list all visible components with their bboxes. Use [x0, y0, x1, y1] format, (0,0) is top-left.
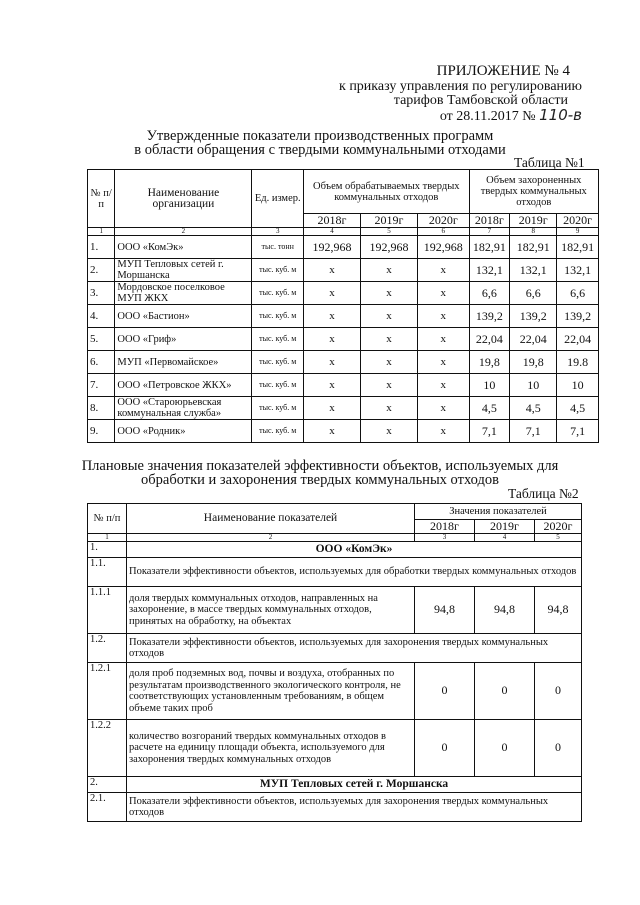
t1-col-number: 6 — [418, 228, 470, 236]
t1-value: 139,2 — [469, 305, 510, 328]
t1-value: х — [418, 351, 470, 374]
t2-value: 94,8 — [475, 587, 535, 634]
t1-value: х — [361, 374, 418, 397]
t1-row-num: 2. — [88, 259, 115, 282]
t2-row-num: 1.2.2 — [88, 720, 127, 777]
t1-row-num: 8. — [88, 397, 115, 420]
t1-value: х — [361, 259, 418, 282]
t1-value: 132,1 — [510, 259, 557, 282]
t1-value: х — [418, 259, 470, 282]
t1-value: х — [361, 420, 418, 443]
table-row — [88, 793, 582, 822]
t1-year-header: 2020г — [418, 214, 470, 228]
table-row — [88, 777, 582, 793]
t1-head-buried: Объем захороненных твердых коммунальных отходов — [469, 170, 598, 214]
t1-head-processed: Объем обрабатываемых твердых коммунальных отходов — [303, 170, 469, 214]
t2-col-number: 5 — [535, 534, 582, 542]
t1-value: 22,04 — [510, 328, 557, 351]
t1-head-unit: Ед. измер. — [252, 170, 304, 228]
t2-row-num: 1.2.1 — [88, 663, 127, 720]
t1-value: 22,04 — [469, 328, 510, 351]
t2-value: 94,8 — [535, 587, 582, 634]
t1-value: х — [361, 351, 418, 374]
t2-row-num: 1.1.1 — [88, 587, 127, 634]
t1-value: х — [303, 305, 360, 328]
table-row — [88, 720, 582, 777]
t1-value: х — [418, 328, 470, 351]
t1-value: х — [303, 374, 360, 397]
t1-col-number: 9 — [557, 228, 599, 236]
table2-caption: Таблица №2 — [508, 486, 579, 501]
t1-value: 7,1 — [469, 420, 510, 443]
t1-org-name: ООО «Гриф» — [115, 328, 252, 351]
t2-col-number: 2 — [127, 534, 415, 542]
t1-year-header: 2020г — [557, 214, 599, 228]
table-row — [88, 328, 599, 351]
table-row — [88, 542, 582, 558]
table-row — [88, 397, 599, 420]
t1-value: х — [418, 305, 470, 328]
t1-value: 192,968 — [361, 236, 418, 259]
order-date-text: от 28.11.2017 № — [439, 109, 536, 124]
t1-org-name: МУП «Первомайское» — [115, 351, 252, 374]
t2-head-num: № п/п — [88, 504, 127, 534]
table-row — [88, 259, 599, 282]
table-row — [88, 420, 599, 443]
authority-name: тарифов Тамбовской области — [393, 93, 568, 108]
t1-value: 182,91 — [557, 236, 599, 259]
t1-value: х — [303, 397, 360, 420]
t2-row-num: 2. — [88, 777, 127, 793]
t2-org-heading: МУП Тепловых сетей г. Моршанска — [127, 777, 582, 793]
t2-year-header: 2018г — [415, 520, 475, 534]
t1-value: 6,6 — [510, 282, 557, 305]
t2-row-num: 1. — [88, 542, 127, 558]
t1-col-number: 4 — [303, 228, 360, 236]
t1-value: 182,91 — [469, 236, 510, 259]
t1-value: 6,6 — [557, 282, 599, 305]
table-row — [88, 374, 599, 397]
table-row — [88, 305, 599, 328]
t1-unit: тыс. куб. м — [252, 397, 304, 420]
t1-col-number: 1 — [88, 228, 115, 236]
table-row — [88, 282, 599, 305]
table1-caption: Таблица №1 — [514, 155, 585, 170]
t1-value: х — [303, 420, 360, 443]
t1-unit: тыс. куб. м — [252, 259, 304, 282]
order-date — [440, 108, 582, 124]
t1-year-header: 2018г — [469, 214, 510, 228]
production-programs-table — [87, 169, 599, 443]
t1-org-name: ООО «Родник» — [115, 420, 252, 443]
t2-row-num: 1.2. — [88, 634, 127, 663]
t2-section-heading: Показатели эффективности объектов, используемых для захоронения твердых коммунальных отходов — [127, 793, 582, 822]
t2-row-num: 2.1. — [88, 793, 127, 822]
t1-head-num: № п/п — [88, 170, 115, 228]
t1-year-header: 2019г — [361, 214, 418, 228]
t1-row-num: 6. — [88, 351, 115, 374]
t1-value: х — [418, 420, 470, 443]
table2-title-line1: Плановые значения показателей эффективности объектов, используемых для — [81, 458, 559, 474]
t1-head-name: Наименование организации — [115, 170, 252, 228]
t2-col-number: 4 — [475, 534, 535, 542]
t1-row-num: 5. — [88, 328, 115, 351]
t1-unit: тыс. куб. м — [252, 328, 304, 351]
t1-value: х — [361, 282, 418, 305]
t1-value: х — [361, 328, 418, 351]
table-row — [88, 587, 582, 634]
t1-unit: тыс. куб. м — [252, 351, 304, 374]
t1-value: 4,5 — [510, 397, 557, 420]
t2-indicator-text: количество возгораний твердых коммунальных отходов в расчете на единицу площади объекта, используемого для захоронения твердых коммунальных отходов — [127, 720, 415, 777]
t1-value: 7,1 — [557, 420, 599, 443]
t2-value: 0 — [535, 720, 582, 777]
t1-org-name: ООО «КомЭк» — [115, 236, 252, 259]
table-row — [88, 351, 599, 374]
table1-title-line2: в области обращения с твердыми коммунальными отходами — [134, 142, 506, 158]
t2-indicator-text: доля твердых коммунальных отходов, направленных на захоронение, в массе твердых коммунальных отходов, принятых на обработку, на объектах — [127, 587, 415, 634]
t2-col-number: 3 — [415, 534, 475, 542]
t1-value: х — [303, 259, 360, 282]
table2-title-line2: обработки и захоронения твердых коммунальных отходов — [141, 472, 499, 488]
t1-value: 132,1 — [557, 259, 599, 282]
t1-value: х — [418, 397, 470, 420]
t1-org-name: ООО «Староюрьевская коммунальная служба» — [115, 397, 252, 420]
table-row — [88, 634, 582, 663]
t1-row-num: 4. — [88, 305, 115, 328]
t2-head-name: Наименование показателей — [127, 504, 415, 534]
t1-col-number: 3 — [252, 228, 304, 236]
t2-value: 0 — [535, 663, 582, 720]
t1-value: 182,91 — [510, 236, 557, 259]
t1-value: 19,8 — [469, 351, 510, 374]
t1-org-name: МУП Тепловых сетей г. Моршанска — [115, 259, 252, 282]
t1-year-header: 2018г — [303, 214, 360, 228]
t1-value: 4,5 — [557, 397, 599, 420]
t2-section-heading: Показатели эффективности объектов, используемых для обработки твердых коммунальных отходов — [127, 558, 582, 587]
t1-col-number: 2 — [115, 228, 252, 236]
t1-value: 19,8 — [510, 351, 557, 374]
t1-col-number: 7 — [469, 228, 510, 236]
appendix-title: ПРИЛОЖЕНИЕ № 4 — [436, 63, 570, 79]
t1-value: х — [303, 282, 360, 305]
table1-title-line1: Утвержденные показатели производственных программ — [146, 128, 494, 144]
t1-unit: тыс. тонн — [252, 236, 304, 259]
t1-row-num: 7. — [88, 374, 115, 397]
t1-value: 6,6 — [469, 282, 510, 305]
t1-value: 7,1 — [510, 420, 557, 443]
t2-col-number: 1 — [88, 534, 127, 542]
t1-unit: тыс. куб. м — [252, 420, 304, 443]
t1-value: 192,968 — [303, 236, 360, 259]
t1-value: х — [361, 305, 418, 328]
t1-value: х — [418, 282, 470, 305]
t1-col-number: 8 — [510, 228, 557, 236]
t2-value: 0 — [415, 720, 475, 777]
t1-value: 10 — [557, 374, 599, 397]
t1-unit: тыс. куб. м — [252, 282, 304, 305]
t1-value: х — [361, 397, 418, 420]
t2-indicator-text: доля проб подземных вод, почвы и воздуха, отобранных по результатам производственного экологического контроля, не соответствующих установленным требованиям, в общем объеме таких проб — [127, 663, 415, 720]
table-row — [88, 558, 582, 587]
efficiency-indicators-table — [87, 503, 582, 822]
t1-value: 139,2 — [510, 305, 557, 328]
t1-org-name: Мордовское поселковое МУП ЖКХ — [115, 282, 252, 305]
t1-value: 139,2 — [557, 305, 599, 328]
t1-org-name: ООО «Петровское ЖКХ» — [115, 374, 252, 397]
t1-col-number: 5 — [361, 228, 418, 236]
table-row — [88, 663, 582, 720]
order-reference: к приказу управления по регулированию — [339, 79, 582, 94]
t1-value: х — [303, 351, 360, 374]
t2-row-num: 1.1. — [88, 558, 127, 587]
t1-value: 10 — [510, 374, 557, 397]
t2-year-header: 2020г — [535, 520, 582, 534]
t2-section-heading: Показатели эффективности объектов, используемых для захоронения твердых коммунальных отходов — [127, 634, 582, 663]
table-row — [88, 236, 599, 259]
t1-value: 10 — [469, 374, 510, 397]
t1-row-num: 1. — [88, 236, 115, 259]
t2-year-header: 2019г — [475, 520, 535, 534]
t2-value: 0 — [475, 663, 535, 720]
t1-unit: тыс. куб. м — [252, 374, 304, 397]
t1-org-name: ООО «Бастион» — [115, 305, 252, 328]
t1-value: 4,5 — [469, 397, 510, 420]
t2-value: 0 — [415, 663, 475, 720]
t1-value: 19.8 — [557, 351, 599, 374]
handwritten-order-number: 110-в — [539, 106, 582, 124]
t2-value: 0 — [475, 720, 535, 777]
t1-value: 132,1 — [469, 259, 510, 282]
t1-value: 192,968 — [418, 236, 470, 259]
t1-value: х — [303, 328, 360, 351]
t1-value: х — [418, 374, 470, 397]
t1-row-num: 3. — [88, 282, 115, 305]
t2-head-values: Значения показателей — [415, 504, 582, 520]
t1-unit: тыс. куб. м — [252, 305, 304, 328]
t1-value: 22,04 — [557, 328, 599, 351]
t1-year-header: 2019г — [510, 214, 557, 228]
t2-value: 94,8 — [415, 587, 475, 634]
t2-org-heading: ООО «КомЭк» — [127, 542, 582, 558]
t1-row-num: 9. — [88, 420, 115, 443]
